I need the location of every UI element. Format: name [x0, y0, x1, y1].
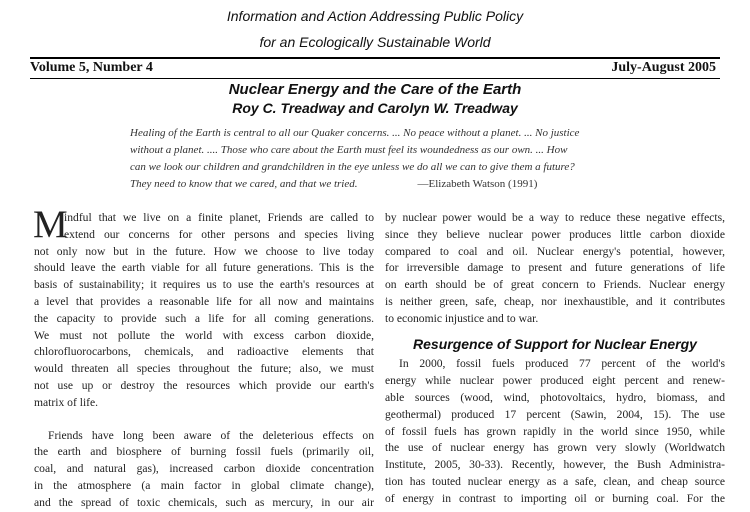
epigraph-line: Healing of the Earth is central to all our Quaker concerns. ... No peace without a planet. ... No justice	[130, 127, 580, 139]
body-line: matrix of life.	[34, 395, 99, 409]
body-line: indful that we live on a finite planet, Friends are called to	[64, 211, 374, 224]
body-line: compared to coal and oil. Nuclear energy's potential, however,	[385, 244, 725, 258]
body-line: energy while nuclear power produced eight percent and renew-	[385, 374, 725, 388]
section-heading: Resurgence of Support for Nuclear Energy	[413, 335, 697, 352]
body-line: of fossil fuels has grown rapidly in the world since 1950, while	[385, 424, 725, 438]
body-line: not only now but in the future. How we choose to live today	[34, 244, 374, 258]
issue-date: July-August 2005	[611, 60, 716, 75]
body-line: is neither green, safe, cheap, nor inexhaustible, and it contributes	[385, 294, 725, 308]
body-line: on earth should be of great concern to Friends. Nuclear energy	[385, 278, 725, 292]
body-line: basis of sustainability; it requires us to use the earth's resources at	[34, 278, 374, 292]
article-left-column	[33, 203, 374, 512]
body-line: Friends have long been aware of the deleterious effects on	[48, 428, 374, 442]
body-line: the use of nuclear energy has grown very slowly (Worldwatch	[385, 441, 725, 455]
epigraph-line: can we look our children and grandchildren in the eye unless we do all we can to give them a future?	[130, 161, 575, 173]
body-line: should leave the earth viable for all future generations. This is the	[34, 261, 374, 275]
epigraph-last-line	[130, 176, 630, 193]
epigraph-line: without a planet. .... Those who care about the Earth must feel its woundedness as our own. ... How	[130, 144, 568, 156]
body-line: We must not pollute the world with excess carbon dioxide,	[34, 328, 374, 342]
body-line: and the spread of toxic chemicals, such as mercury, in our air	[34, 495, 374, 509]
drop-cap: M	[33, 203, 68, 246]
body-line: chlorofluorocarbons, chemicals, and radioactive elements that	[34, 345, 374, 359]
first-paragraph	[33, 203, 374, 412]
masthead-rule	[30, 57, 720, 59]
issue-rule	[30, 78, 720, 79]
epigraph-quote	[130, 125, 630, 193]
section-paragraph	[385, 356, 725, 507]
epigraph-attribution: —Elizabeth Watson (1991)	[417, 178, 538, 190]
article-authors: Roy C. Treadway and Carolyn W. Treadway	[232, 100, 518, 116]
epigraph-line: They need to know that we cared, and that we tried.	[130, 178, 358, 190]
body-line: would threaten all species throughout the future; also, we must	[34, 362, 374, 376]
article-right-column	[385, 210, 725, 508]
body-line: since they believe nuclear power produces little carbon dioxide	[385, 227, 725, 241]
body-line: in the atmosphere (a main factor in global climate change),	[34, 478, 374, 492]
body-line: not use up or destroy the resources which provide our earth's	[34, 378, 374, 392]
body-line: In 2000, fossil fuels produced 77 percent of the world's	[399, 357, 725, 371]
paragraph-gap	[34, 412, 374, 428]
body-line: to economic injustice and to war.	[385, 311, 539, 325]
body-line: the capacity to provide such a life for all coming generations.	[34, 311, 374, 325]
body-line: geothermal) produced 17 percent (Sawin, 2004, 15). The use	[385, 407, 725, 421]
body-line: for irreversible damage to present and future generations of life	[385, 261, 725, 275]
article-title: Nuclear Energy and the Care of the Earth	[228, 81, 522, 98]
second-paragraph	[34, 428, 374, 512]
body-line: by nuclear power would be a way to reduce these negative effects,	[385, 211, 725, 224]
body-line: of energy in contrast to importing oil or burning coal. For the	[385, 491, 725, 505]
volume-number: Volume 5, Number 4	[30, 60, 153, 75]
masthead-tagline-line2: for an Ecologically Sustainable World	[259, 34, 491, 50]
body-line: extend our concerns for other persons and species living	[64, 227, 374, 241]
body-line: coal, and natural gas), increased carbon dioxide concentration	[34, 462, 374, 476]
body-line: a level that provides a reasonable life for all now and maintains	[34, 294, 374, 308]
body-line: Institute, 2005, 30-33). Recently, however, the Bush Administra-	[385, 458, 725, 472]
continued-paragraph	[385, 210, 725, 328]
body-line: tion has touted nuclear energy as a safe, clean, and cheap source	[385, 474, 725, 488]
masthead-tagline-line1: Information and Action Addressing Public Policy	[226, 8, 524, 24]
body-line: able sources (wood, wind, photovoltaics, hydro, biomass, and	[385, 390, 725, 404]
body-line: the earth and biosphere of burning fossil fuels (primarily oil,	[34, 445, 374, 459]
